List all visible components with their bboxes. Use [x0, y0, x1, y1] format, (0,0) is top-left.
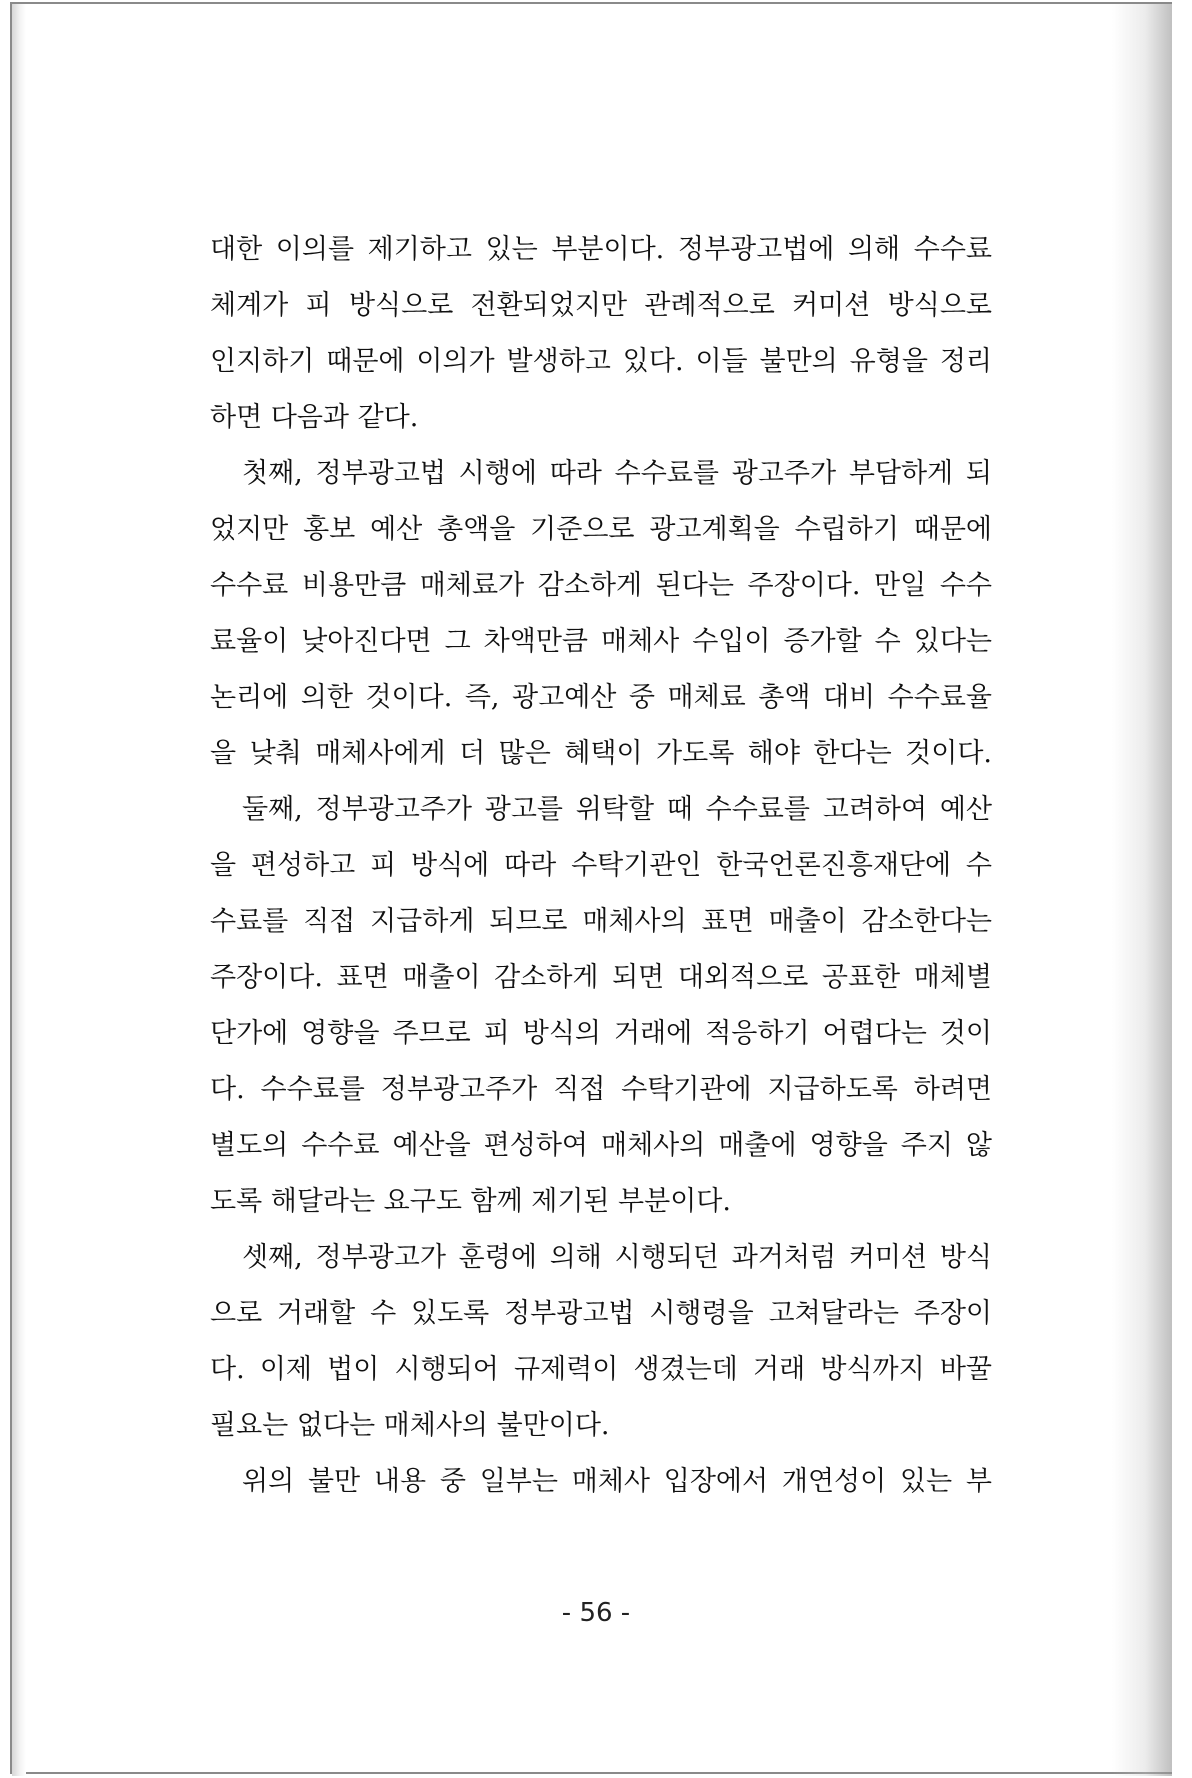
- text-line: 수료를 직접 지급하게 되므로 매체사의 표면 매출이 감소한다는: [210, 906, 992, 937]
- page-number: - 56 -: [561, 1598, 631, 1628]
- text-line: 셋째, 정부광고가 훈령에 의해 시행되던 과거처럼 커미션 방식: [242, 1242, 992, 1273]
- text-line: 단가에 영향을 주므로 피 방식의 거래에 적응하기 어렵다는 것이: [210, 1018, 992, 1049]
- text-line: 체계가 피 방식으로 전환되었지만 관례적으로 커미션 방식으로: [210, 290, 992, 321]
- text-line: 료율이 낮아진다면 그 차액만큼 매체사 수입이 증가할 수 있다는: [210, 626, 992, 657]
- text-line: 주장이다. 표면 매출이 감소하게 되면 대외적으로 공표한 매체별: [210, 962, 992, 993]
- text-line: 도록 해달라는 요구도 함께 제기된 부분이다.: [210, 1186, 731, 1217]
- text-line: 대한 이의를 제기하고 있는 부분이다. 정부광고법에 의해 수수료: [210, 234, 992, 265]
- text-line: 을 편성하고 피 방식에 따라 수탁기관인 한국언론진흥재단에 수: [210, 850, 992, 881]
- page-binding-edge: [12, 4, 26, 1776]
- text-line: 위의 불만 내용 중 일부는 매체사 입장에서 개연성이 있는 부: [242, 1466, 992, 1497]
- text-line: 논리에 의한 것이다. 즉, 광고예산 중 매체료 총액 대비 수수료율: [210, 682, 992, 713]
- text-line: 필요는 없다는 매체사의 불만이다.: [210, 1410, 610, 1441]
- text-line: 었지만 홍보 예산 총액을 기준으로 광고계획을 수립하기 때문에: [210, 514, 992, 545]
- text-line: 다. 수수료를 정부광고주가 직접 수탁기관에 지급하도록 하려면: [210, 1074, 992, 1105]
- text-line: 첫째, 정부광고법 시행에 따라 수수료를 광고주가 부담하게 되: [242, 458, 992, 489]
- text-line: 으로 거래할 수 있도록 정부광고법 시행령을 고쳐달라는 주장이: [210, 1298, 992, 1329]
- text-line: 다. 이제 법이 시행되어 규제력이 생겼는데 거래 방식까지 바꿀: [210, 1354, 992, 1385]
- text-line: 하면 다음과 같다.: [210, 402, 419, 433]
- text-line: 별도의 수수료 예산을 편성하여 매체사의 매출에 영향을 주지 않: [210, 1130, 992, 1161]
- text-line: 둘째, 정부광고주가 광고를 위탁할 때 수수료를 고려하여 예산: [242, 794, 992, 825]
- text-line: 인지하기 때문에 이의가 발생하고 있다. 이들 불만의 유형을 정리: [210, 346, 992, 377]
- body-text: [210, 222, 992, 1510]
- page-curl-shadow: [1112, 4, 1172, 1776]
- text-line: 을 낮춰 매체사에게 더 많은 혜택이 가도록 해야 한다는 것이다.: [210, 738, 992, 769]
- text-line: 수수료 비용만큼 매체료가 감소하게 된다는 주장이다. 만일 수수: [210, 570, 992, 601]
